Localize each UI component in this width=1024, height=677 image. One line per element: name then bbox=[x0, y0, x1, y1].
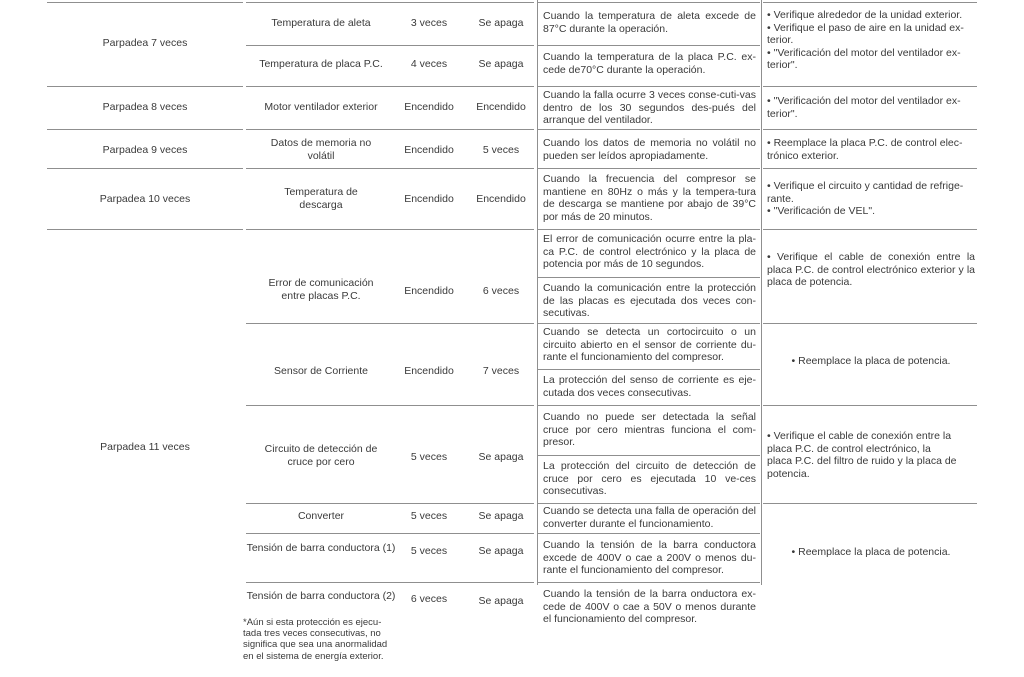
converter-indicator-1: 5 veces bbox=[410, 510, 448, 522]
item-pc-communication-error: Error de comunicación entre placas P.C. bbox=[268, 277, 374, 302]
fin-temp-condition: Cuando la temperatura de aleta excede de 87°C durante la operación. bbox=[543, 10, 756, 35]
blink-label-7: Parpadea 7 veces bbox=[102, 37, 188, 49]
zero-condition-2: La protección del circuito de detección de cruce por cero es ejecutada 10 ve-ces consecutivas. bbox=[543, 460, 756, 498]
discharge-indicator-1: Encendido bbox=[404, 193, 454, 205]
bus1-indicator-2: Se apaga bbox=[478, 545, 524, 557]
remedy-current: • Reemplace la placa de potencia. bbox=[791, 355, 951, 367]
comm-condition-2: Cuando la comunicación entre la protección de las placas es ejecutada dos veces con-secutivas. bbox=[543, 282, 756, 320]
item-nonvolatile-memory: Datos de memoria no volátil bbox=[270, 137, 372, 162]
item-current-sensor: Sensor de Corriente bbox=[274, 365, 368, 377]
item-bus-voltage-2: Tensión de barra conductora (2) bbox=[246, 590, 396, 602]
remedy-zero-cross: • Verifique el cable de conexión entre la placa P.C. de control electrónico, la placa P.C. del filtro de ruido y la placa de potencia. bbox=[767, 430, 957, 480]
current-indicator-2: 7 veces bbox=[482, 365, 520, 377]
comm-indicator-2: 6 veces bbox=[482, 285, 520, 297]
memory-indicator-2: 5 veces bbox=[482, 144, 520, 156]
item-outdoor-fan-motor: Motor ventilador exterior bbox=[264, 101, 378, 113]
item-converter: Converter bbox=[297, 510, 345, 522]
blink-label-11: Parpadea 11 veces bbox=[100, 441, 190, 453]
remedy-10: • Verifique el circuito y cantidad de refrige-rante. • "Verificación de VEL". bbox=[767, 180, 964, 218]
current-condition-1: Cuando se detecta un cortocircuito o un circuito abierto en el sensor de corriente du-rante el funcionamiento del compresor. bbox=[543, 326, 756, 364]
fin-temp-indicator-1: 3 veces bbox=[410, 17, 448, 29]
bus2-indicator-1: 6 veces bbox=[410, 593, 448, 605]
fan-indicator-1: Encendido bbox=[404, 101, 454, 113]
current-indicator-1: Encendido bbox=[404, 365, 454, 377]
comm-indicator-1: Encendido bbox=[404, 285, 454, 297]
zero-indicator-2: Se apaga bbox=[478, 451, 524, 463]
zero-condition-1: Cuando no puede ser detectada la señal cruce por cero mientras funciona el com-presor. bbox=[543, 411, 756, 449]
fan-indicator-2: Encendido bbox=[476, 101, 526, 113]
discharge-indicator-2: Encendido bbox=[476, 193, 526, 205]
remedy-power-board: • Reemplace la placa de potencia. bbox=[791, 546, 951, 558]
remedy-comm: • Verifique el cable de conexión entre la placa P.C. de control electrónico exterior y la placa de potencia. bbox=[767, 251, 975, 289]
comm-condition-1: El error de comunicación ocurre entre la pla-ca P.C. de control electrónico y la placa de potencia por más de 10 segundos. bbox=[543, 233, 756, 271]
discharge-condition: Cuando la frecuencia del compresor se mantiene en 80Hz o más y la tempera-tura de descarga se mantiene por abajo de 39°C por más de 20 minutos. bbox=[543, 173, 756, 223]
bus1-condition: Cuando la tensión de la barra conductora excede de 400V o cae a 200V o menos du-rante el funcionamiento del compresor. bbox=[543, 539, 756, 577]
blink-label-10: Parpadea 10 veces bbox=[99, 193, 191, 205]
bus1-indicator-1: 5 veces bbox=[410, 545, 448, 557]
bus2-indicator-2: Se apaga bbox=[478, 595, 524, 607]
zero-indicator-1: 5 veces bbox=[410, 451, 448, 463]
remedy-7: • Verifique alrededor de la unidad exterior. • Verifique el paso de aire en la unidad ex-terior. • "Verificación del motor del ventilador ex-terior". bbox=[767, 9, 964, 72]
converter-indicator-2: Se apaga bbox=[478, 510, 524, 522]
blink-label-8: Parpadea 8 veces bbox=[102, 101, 188, 113]
item-fin-temperature: Temperatura de aleta bbox=[271, 17, 371, 29]
item-zero-cross-detection: Circuito de detección de cruce por cero bbox=[264, 443, 378, 468]
pc-temp-condition: Cuando la temperatura de la placa P.C. ex-cede de70°C durante la operación. bbox=[543, 51, 756, 76]
pc-temp-indicator-1: 4 veces bbox=[410, 58, 448, 70]
fan-condition: Cuando la falla ocurre 3 veces conse-cuti-vas dentro de los 30 segundos des-pués del arranque del ventilador. bbox=[543, 89, 756, 127]
memory-indicator-1: Encendido bbox=[404, 144, 454, 156]
current-condition-2: La protección del senso de corriente es eje-cutada dos veces consecutivas. bbox=[543, 374, 756, 399]
pc-temp-indicator-2: Se apaga bbox=[478, 58, 524, 70]
bus2-condition: Cuando la tensión de la barra onductora ex-cede de 400V o cae a 50V o menos durante el funcionamiento del compresor. bbox=[543, 588, 756, 626]
blink-label-9: Parpadea 9 veces bbox=[102, 144, 188, 156]
item-pc-board-temperature: Temperatura de placa P.C. bbox=[259, 58, 383, 70]
bus2-footnote: *Aún si esta protección es ejecu-tada tres veces consecutivas, no significa que sea una anormalidad en el sistema de energía exterior. bbox=[243, 617, 388, 662]
memory-condition: Cuando los datos de memoria no volátil no pueden ser leídos apropiadamente. bbox=[543, 137, 756, 162]
remedy-8: • "Verificación del motor del ventilador ex-terior". bbox=[767, 95, 961, 120]
converter-condition: Cuando se detecta una falla de operación del converter durante el funcionamiento. bbox=[543, 505, 756, 530]
item-discharge-temperature: Temperatura de descarga bbox=[284, 186, 358, 211]
remedy-9: • Reemplace la placa P.C. de control elec-trónico exterior. bbox=[767, 137, 963, 162]
fin-temp-indicator-2: Se apaga bbox=[478, 17, 524, 29]
item-bus-voltage-1: Tensión de barra conductora (1) bbox=[246, 542, 396, 554]
